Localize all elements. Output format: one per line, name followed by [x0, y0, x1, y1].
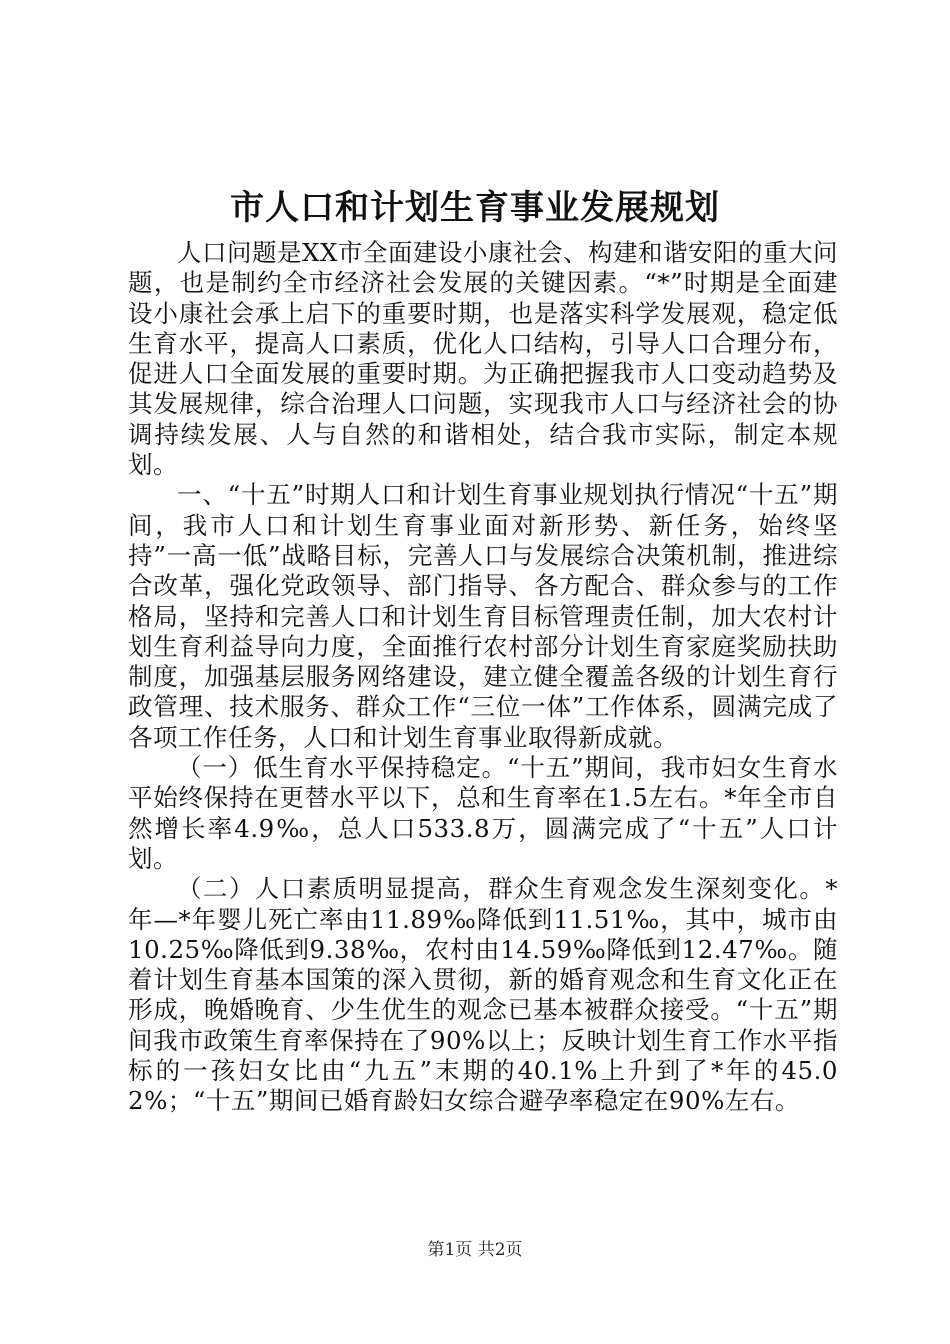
paragraph-fertility-stable: （一）低生育水平保持稳定。“十五”期间，我市妇女生育水平始终保持在更替水平以下，总和生育率在1.5左右。*年全市自然增长率4.9‰，总人口533.8万，圆满完成了“十五”人口计划。	[128, 753, 838, 873]
page-footer: 第1页 共2页	[427, 1240, 523, 1260]
document-title: 市人口和计划生育事业发展规划	[230, 188, 720, 228]
paragraph-section-one: 一、“十五”时期人口和计划生育事业规划执行情况“十五”期间，我市人口和计划生育事业面对新形势、新任务，始终坚持”一高一低”战略目标，完善人口与发展综合决策机制，推进综合改革，强化党政领导、部门指导、各方配合、群众参与的工作格局，坚持和完善人口和计划生育目标管理责任制，加大农村计划生育利益导向力度，全面推行农村部分计划生育家庭奖励扶助制度，加强基层服务网络建设，建立健全覆盖各级的计划生育行政管理、技术服务、群众工作“三位一体”工作体系，圆满完成了各项工作任务，人口和计划生育事业取得新成就。	[128, 480, 838, 752]
paragraph-intro: 人口问题是XX市全面建设小康社会、构建和谐安阳的重大问题，也是制约全市经济社会发展的关键因素。“*”时期是全面建设小康社会承上启下的重要时期，也是落实科学发展观，稳定低生育水平，提高人口素质，优化人口结构，引导人口合理分布，促进人口全面发展的重要时期。为正确把握我市人口变动趋势及其发展规律，综合治理人口问题，实现我市人口与经济社会的协调持续发展、人与自然的和谐相处，结合我市实际，制定本规划。	[128, 238, 838, 480]
document-body	[128, 238, 838, 1117]
paragraph-population-quality: （二）人口素质明显提高，群众生育观念发生深刻变化。*年—*年婴儿死亡率由11.89‰降低到11.51‰，其中，城市由10.25‰降低到9.38‰，农村由14.59‰降低到12.47‰。随着计划生育基本国策的深入贯彻，新的婚育观念和生育文化正在形成，晚婚晚育、少生优生的观念已基本被群众接受。“十五”期间我市政策生育率保持在了90%以上；反映计划生育工作水平指标的一孩妇女比由“九五”末期的40.1%上升到了*年的45.02%；“十五”期间已婚育龄妇女综合避孕率稳定在90%左右。	[128, 874, 838, 1116]
